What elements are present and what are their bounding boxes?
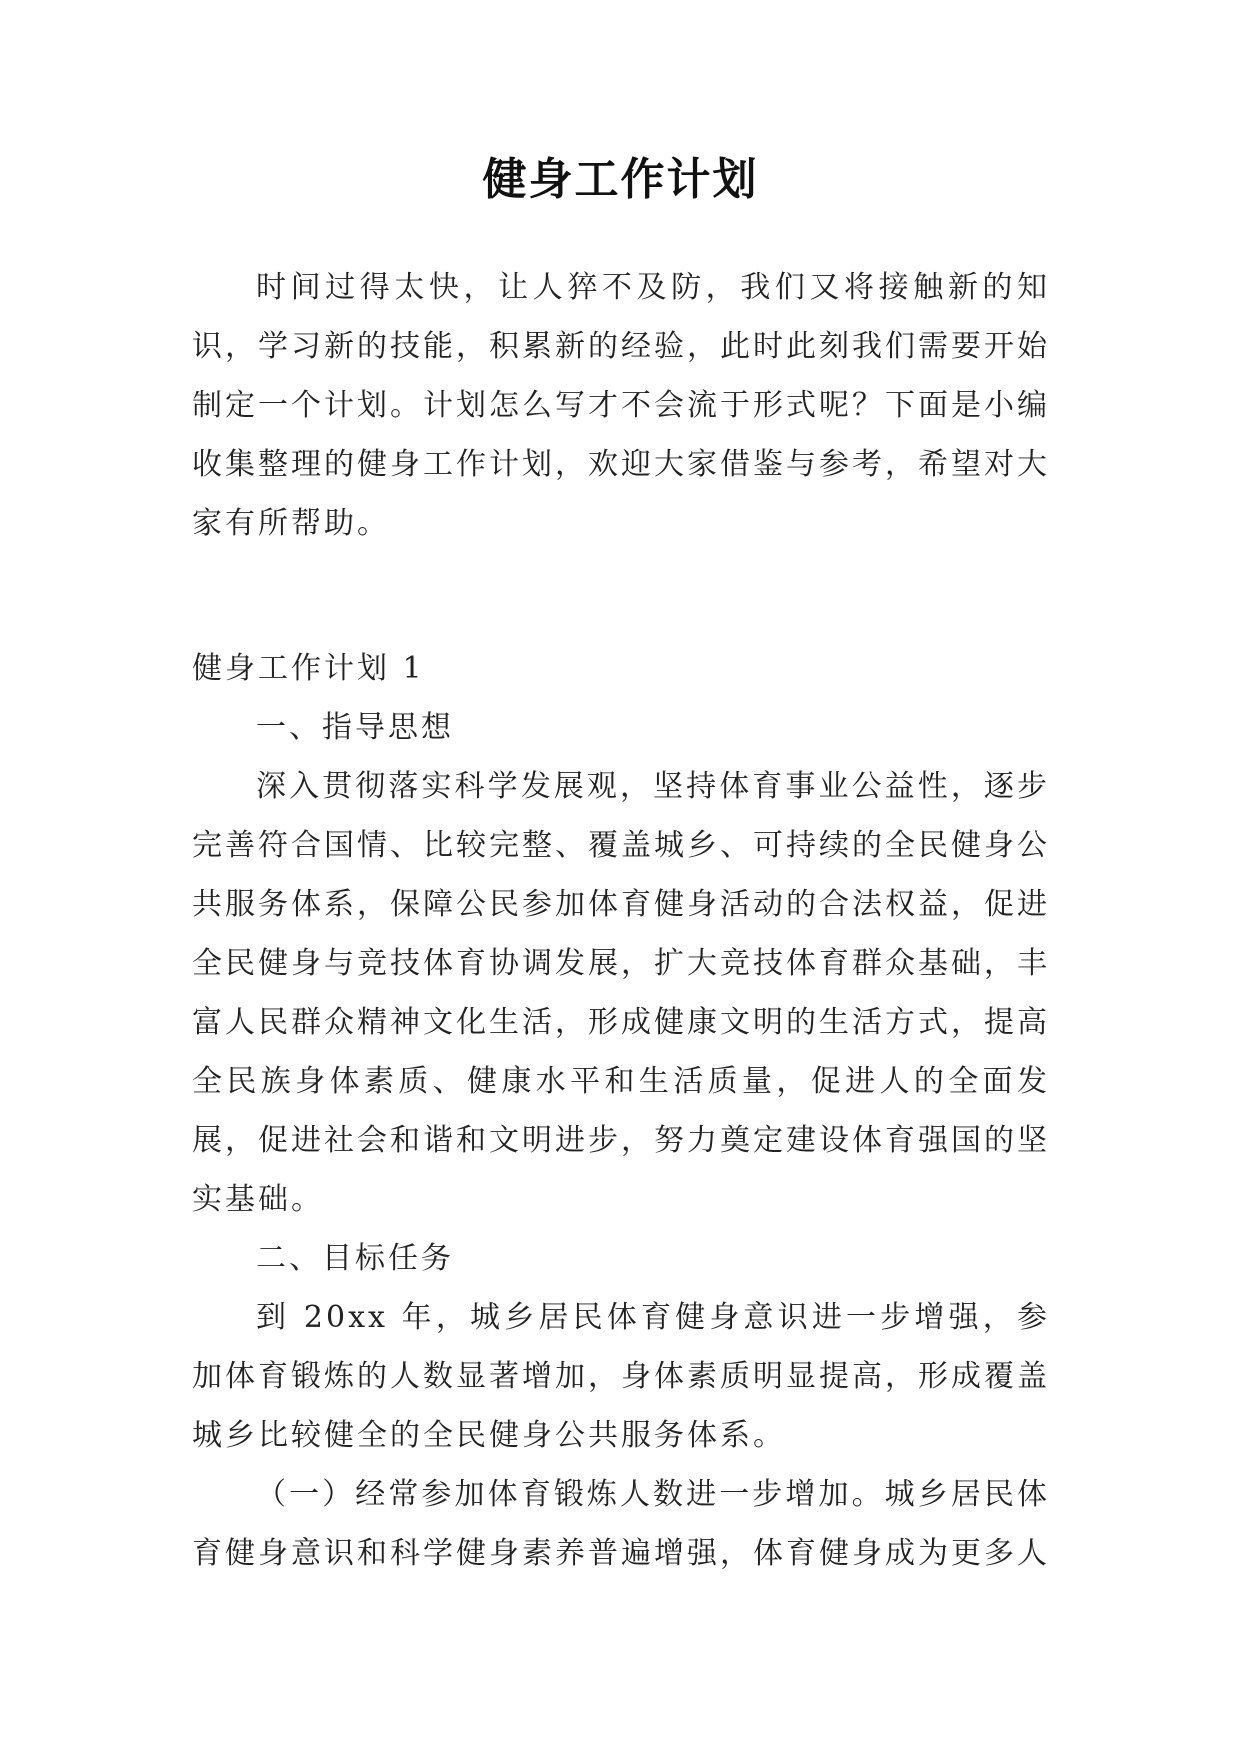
section-title: 健身工作计划 1 xyxy=(192,651,425,686)
intro-block xyxy=(192,258,1050,553)
intro-paragraph: 时间过得太快，让人猝不及防，我们又将接触新的知识，学习新的技能，积累新的经验，此时此刻我们需要开始制定一个计划。计划怎么写才不会流于形式呢？下面是小编收集整理的健身工作计划，欢迎大家借鉴与参考，希望对大家有所帮助。 xyxy=(192,270,1050,541)
section-block xyxy=(192,639,1050,1583)
paragraph-goals: 到 20xx 年，城乡居民体育健身意识进一步增强，参加体育锻炼的人数显著增加，身体素质明显提高，形成覆盖城乡比较健全的全民健身公共服务体系。 xyxy=(192,1300,1050,1453)
paragraph-guiding-ideology: 深入贯彻落实科学发展观，坚持体育事业公益性，逐步完善符合国情、比较完整、覆盖城乡、可持续的全民健身公共服务体系，保障公民参加体育健身活动的合法权益，促进全民健身与竞技体育协调发展，扩大竞技体育群众基础，丰富人民群众精神文化生活，形成健康文明的生活方式，提高全民族身体素质、健康水平和生活质量，促进人的全面发展，促进社会和谐和文明进步，努力奠定建设体育强国的坚实基础。 xyxy=(192,769,1050,1217)
paragraph-goal-item-1: （一）经常参加体育锻炼人数进一步增加。城乡居民体育健身意识和科学健身素养普遍增强，体育健身成为更多人 xyxy=(192,1477,1050,1571)
heading-guiding-ideology: 一、指导思想 xyxy=(256,710,454,745)
document-title: 健身工作计划 xyxy=(482,154,759,205)
heading-goals-tasks: 二、目标任务 xyxy=(256,1241,454,1276)
